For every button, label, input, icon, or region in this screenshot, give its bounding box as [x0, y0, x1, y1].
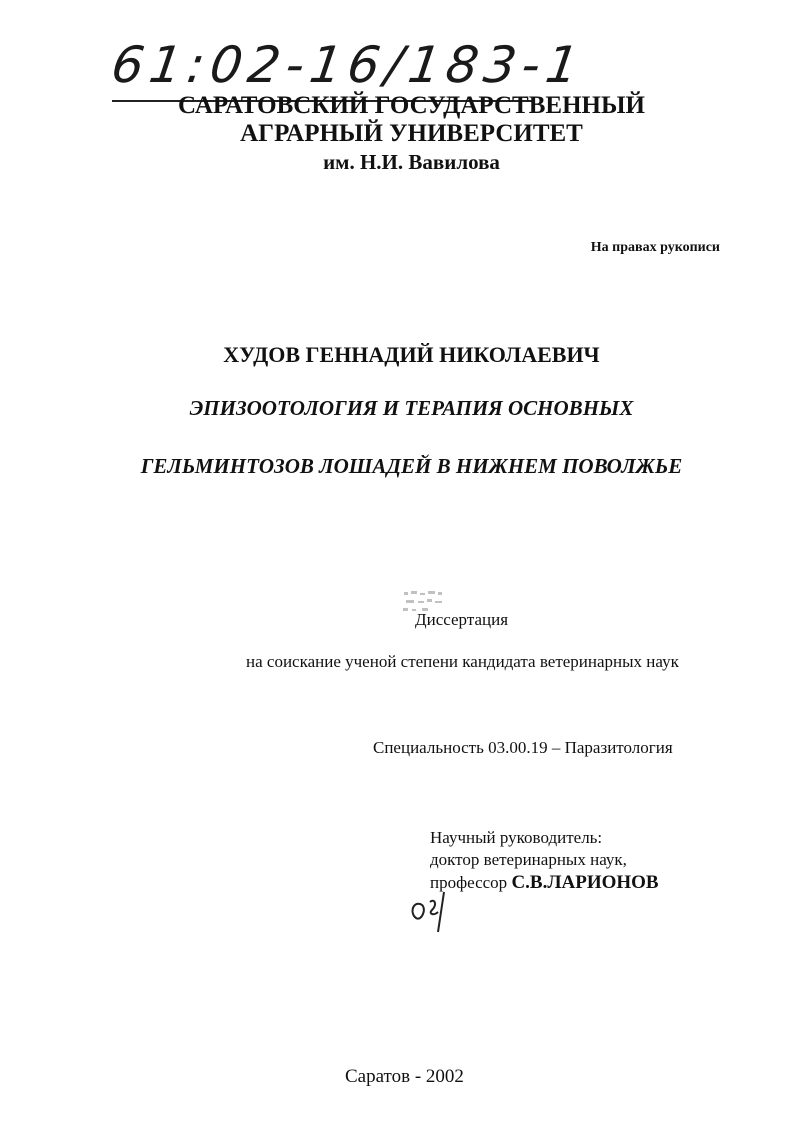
document-type: Диссертация	[415, 610, 509, 629]
supervisor-title-line	[430, 872, 659, 894]
institution-line-2: АГРАРНЫЙ УНИВЕРСИТЕТ	[240, 120, 583, 147]
specialty: Специальность 03.00.19 – Паразитология	[373, 738, 673, 757]
author-name: ХУДОВ ГЕННАДИЙ НИКОЛАЕВИЧ	[223, 342, 600, 367]
institution-line-3: им. Н.И. Вавилова	[323, 150, 500, 174]
thesis-title-line-1: ЭПИЗООТОЛОГИЯ И ТЕРАПИЯ ОСНОВНЫХ	[189, 396, 634, 420]
thesis-title-line-2: ГЕЛЬМИНТОЗОВ ЛОШАДЕЙ В НИЖНЕМ ПОВОЛЖЬЕ	[140, 454, 683, 478]
supervisor-rank: доктор ветеринарных наук,	[430, 850, 627, 869]
place-and-year: Саратов - 2002	[345, 1066, 464, 1087]
supervisor-title-prefix: профессор	[430, 873, 508, 892]
signature-mark	[408, 888, 458, 934]
supervisor-name: С.В.ЛАРИОНОВ	[511, 872, 659, 893]
degree-statement: на соискание ученой степени кандидата ветеринарных наук	[246, 652, 679, 671]
institution-line-1: САРАТОВСКИЙ ГОСУДАРСТВЕННЫЙ	[178, 92, 645, 119]
supervisor-label: Научный руководитель:	[430, 828, 603, 847]
rights-note: На правах рукописи	[590, 240, 720, 255]
archive-code: 61:02-16/183-1	[107, 36, 588, 94]
